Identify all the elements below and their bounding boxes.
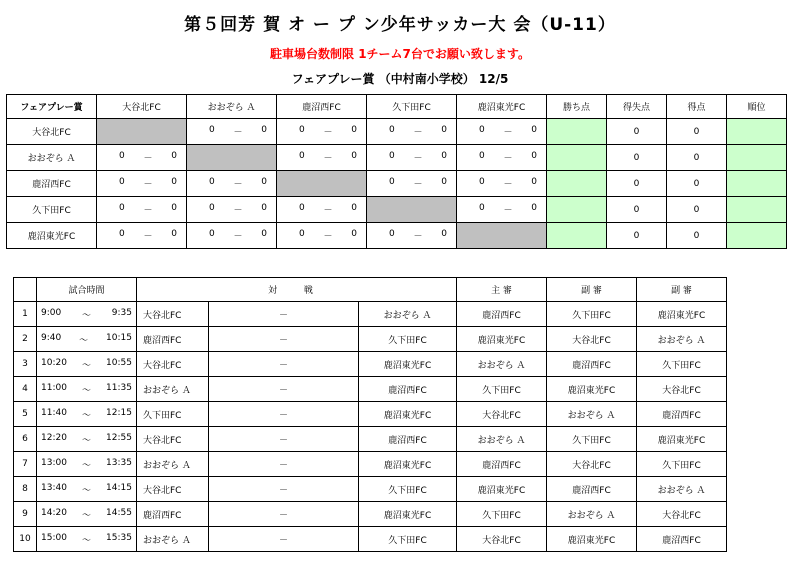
score-separator: －	[413, 128, 423, 138]
schedule-row	[14, 427, 727, 452]
score-pair	[187, 203, 276, 216]
score-away: 0	[261, 177, 267, 187]
match-time	[37, 327, 137, 352]
referee: おおぞら Ａ	[457, 427, 547, 452]
score-separator: －	[233, 206, 243, 216]
league-col-team: おおぞら Ａ	[187, 95, 277, 119]
match-time	[37, 427, 137, 452]
league-score-cell	[187, 119, 277, 145]
start-time: 13:00	[41, 457, 67, 468]
assistant-referee-2: 鹿沼西FC	[637, 402, 727, 427]
time-range	[37, 308, 136, 321]
assistant-referee-2: おおぞら Ａ	[637, 477, 727, 502]
end-time: 15:35	[106, 532, 132, 543]
time-range	[37, 358, 136, 371]
referee: 大谷北FC	[457, 527, 547, 552]
score-home: 0	[119, 229, 125, 239]
league-col-team: 大谷北FC	[97, 95, 187, 119]
match-number: 8	[14, 477, 37, 502]
schedule-col-referee: 主 審	[457, 278, 547, 302]
end-time: 13:35	[106, 457, 132, 468]
score-separator: －	[323, 128, 333, 138]
team-b: おおぞら Ａ	[359, 302, 457, 327]
assistant-referee-2: 大谷北FC	[637, 377, 727, 402]
schedule-header-row	[14, 278, 727, 302]
schedule-row	[14, 302, 727, 327]
league-row-team: 久下田FC	[7, 197, 97, 223]
page-title: 第５回芳 賀 オ ー プ ン少年サッカー大 会（U-11）	[184, 15, 616, 35]
match-number: 10	[14, 527, 37, 552]
assistant-referee-1: 久下田FC	[547, 427, 637, 452]
league-col-team: 鹿沼西FC	[277, 95, 367, 119]
league-row-team: おおぞら Ａ	[7, 145, 97, 171]
league-row	[7, 171, 787, 197]
score-home: 0	[299, 229, 305, 239]
league-row	[7, 119, 787, 145]
match-time	[37, 477, 137, 502]
score-pair	[187, 177, 276, 190]
score-pair	[457, 125, 546, 138]
match-time	[37, 352, 137, 377]
score-separator: －	[503, 206, 513, 216]
league-goals-cell: 0	[667, 119, 727, 145]
start-time: 13:40	[41, 482, 67, 493]
score-away: 0	[261, 203, 267, 213]
score-away: 0	[171, 151, 177, 161]
league-score-cell	[457, 119, 547, 145]
score-pair	[367, 229, 456, 242]
schedule-col-assistant2: 副 審	[637, 278, 727, 302]
time-range	[37, 533, 136, 546]
vs-dash: －	[209, 402, 359, 427]
score-pair	[457, 151, 546, 164]
team-a: 鹿沼西FC	[137, 327, 209, 352]
score-pair	[457, 177, 546, 190]
score-home: 0	[299, 151, 305, 161]
end-time: 10:55	[106, 357, 132, 368]
vs-dash: －	[209, 527, 359, 552]
team-a: 大谷北FC	[137, 477, 209, 502]
league-row	[7, 223, 787, 249]
schedule-table	[13, 277, 727, 552]
start-time: 14:20	[41, 507, 67, 518]
score-separator: －	[503, 154, 513, 164]
score-home: 0	[389, 177, 395, 187]
team-b: 久下田FC	[359, 527, 457, 552]
vs-dash: －	[209, 477, 359, 502]
league-score-cell	[457, 145, 547, 171]
score-separator: －	[233, 128, 243, 138]
match-number: 5	[14, 402, 37, 427]
league-score-cell	[187, 197, 277, 223]
league-score-cell	[97, 145, 187, 171]
time-separator: ～	[81, 510, 91, 521]
schedule-col-no	[14, 278, 37, 302]
league-corner-label: フェアプレー賞	[7, 95, 97, 119]
match-number: 6	[14, 427, 37, 452]
league-row-team: 鹿沼西FC	[7, 171, 97, 197]
match-number: 2	[14, 327, 37, 352]
time-separator: ～	[81, 460, 91, 471]
score-home: 0	[389, 229, 395, 239]
time-range	[37, 458, 136, 471]
schedule-row	[14, 402, 727, 427]
league-score-cell	[187, 171, 277, 197]
league-rank-cell	[727, 145, 787, 171]
league-col-points: 勝ち点	[547, 95, 607, 119]
league-goals-cell: 0	[667, 171, 727, 197]
league-score-cell	[97, 171, 187, 197]
score-home: 0	[209, 125, 215, 135]
league-score-cell	[367, 223, 457, 249]
assistant-referee-1: 鹿沼東光FC	[547, 527, 637, 552]
score-pair	[277, 125, 366, 138]
assistant-referee-2: 鹿沼東光FC	[637, 302, 727, 327]
end-time: 12:55	[106, 432, 132, 443]
vs-dash: －	[209, 352, 359, 377]
score-away: 0	[531, 125, 537, 135]
team-a: おおぞら Ａ	[137, 452, 209, 477]
league-points-cell	[547, 171, 607, 197]
league-score-cell	[367, 145, 457, 171]
start-time: 15:00	[41, 532, 67, 543]
referee: おおぞら Ａ	[457, 352, 547, 377]
assistant-referee-2: 鹿沼西FC	[637, 527, 727, 552]
score-separator: －	[143, 206, 153, 216]
league-score-cell	[277, 119, 367, 145]
start-time: 9:00	[41, 307, 62, 318]
league-rank-cell	[727, 119, 787, 145]
score-separator: －	[233, 232, 243, 242]
league-score-cell	[277, 145, 367, 171]
time-range	[37, 508, 136, 521]
league-rank-cell	[727, 171, 787, 197]
league-score-cell	[457, 197, 547, 223]
league-goals-cell: 0	[667, 223, 727, 249]
vs-dash: －	[209, 302, 359, 327]
league-goals-cell: 0	[667, 145, 727, 171]
team-a: 大谷北FC	[137, 352, 209, 377]
score-home: 0	[479, 125, 485, 135]
vs-dash: －	[209, 327, 359, 352]
score-home: 0	[479, 203, 485, 213]
vs-dash: －	[209, 502, 359, 527]
time-separator: ～	[81, 360, 91, 371]
time-range	[37, 483, 136, 496]
assistant-referee-1: おおぞら Ａ	[547, 402, 637, 427]
end-time: 12:15	[106, 407, 132, 418]
score-separator: －	[503, 180, 513, 190]
score-away: 0	[441, 125, 447, 135]
time-separator: ～	[81, 535, 91, 546]
score-pair	[367, 177, 456, 190]
team-a: おおぞら Ａ	[137, 377, 209, 402]
match-number: 3	[14, 352, 37, 377]
match-time	[37, 302, 137, 327]
score-separator: －	[503, 128, 513, 138]
score-away: 0	[351, 125, 357, 135]
vs-dash: －	[209, 377, 359, 402]
score-away: 0	[531, 177, 537, 187]
score-away: 0	[171, 203, 177, 213]
score-away: 0	[261, 125, 267, 135]
time-separator: ～	[81, 410, 91, 421]
assistant-referee-1: 鹿沼西FC	[547, 352, 637, 377]
score-home: 0	[209, 203, 215, 213]
league-col-diff: 得失点	[607, 95, 667, 119]
league-diff-cell: 0	[607, 145, 667, 171]
team-b: 鹿沼東光FC	[359, 402, 457, 427]
score-separator: －	[323, 206, 333, 216]
score-home: 0	[389, 151, 395, 161]
start-time: 11:00	[41, 382, 67, 393]
score-home: 0	[479, 151, 485, 161]
score-separator: －	[413, 232, 423, 242]
end-time: 11:35	[106, 382, 132, 393]
league-row-team: 大谷北FC	[7, 119, 97, 145]
match-time	[37, 527, 137, 552]
match-time	[37, 402, 137, 427]
start-time: 12:20	[41, 432, 67, 443]
assistant-referee-2: 久下田FC	[637, 352, 727, 377]
venue-subtitle: フェアプレー賞 （中村南小学校） 12/5	[291, 72, 509, 86]
assistant-referee-2: 大谷北FC	[637, 502, 727, 527]
score-away: 0	[531, 203, 537, 213]
league-goals-cell: 0	[667, 197, 727, 223]
assistant-referee-1: 鹿沼西FC	[547, 477, 637, 502]
assistant-referee-1: 鹿沼東光FC	[547, 377, 637, 402]
end-time: 14:55	[106, 507, 132, 518]
score-pair	[457, 203, 546, 216]
score-home: 0	[119, 203, 125, 213]
league-diff-cell: 0	[607, 223, 667, 249]
league-cell-self	[277, 171, 367, 197]
schedule-row	[14, 327, 727, 352]
league-col-goals: 得点	[667, 95, 727, 119]
league-score-cell	[97, 197, 187, 223]
score-home: 0	[119, 151, 125, 161]
team-b: 鹿沼西FC	[359, 377, 457, 402]
league-diff-cell: 0	[607, 171, 667, 197]
schedule-row	[14, 502, 727, 527]
score-separator: －	[413, 154, 423, 164]
score-away: 0	[351, 203, 357, 213]
end-time: 10:15	[106, 332, 132, 343]
league-score-cell	[187, 223, 277, 249]
assistant-referee-2: 鹿沼東光FC	[637, 427, 727, 452]
league-score-cell	[367, 171, 457, 197]
league-col-team: 久下田FC	[367, 95, 457, 119]
assistant-referee-1: 大谷北FC	[547, 452, 637, 477]
start-time: 11:40	[41, 407, 67, 418]
assistant-referee-1: 久下田FC	[547, 302, 637, 327]
team-b: 鹿沼東光FC	[359, 352, 457, 377]
team-a: おおぞら Ａ	[137, 527, 209, 552]
league-row	[7, 145, 787, 171]
team-a: 久下田FC	[137, 402, 209, 427]
score-away: 0	[441, 177, 447, 187]
time-separator: ～	[81, 485, 91, 496]
league-points-cell	[547, 119, 607, 145]
score-separator: －	[413, 180, 423, 190]
time-separator: ～	[81, 310, 91, 321]
schedule-row	[14, 377, 727, 402]
schedule-col-match: 対 戦	[137, 278, 457, 302]
league-cell-self	[97, 119, 187, 145]
score-pair	[187, 125, 276, 138]
team-b: 鹿沼東光FC	[359, 502, 457, 527]
league-header-row	[7, 95, 787, 119]
league-row	[7, 197, 787, 223]
score-home: 0	[299, 125, 305, 135]
assistant-referee-1: おおぞら Ａ	[547, 502, 637, 527]
league-cell-self	[187, 145, 277, 171]
score-pair	[277, 229, 366, 242]
match-number: 7	[14, 452, 37, 477]
score-separator: －	[143, 154, 153, 164]
score-away: 0	[531, 151, 537, 161]
score-home: 0	[299, 203, 305, 213]
league-table	[6, 94, 787, 249]
score-separator: －	[323, 154, 333, 164]
referee: 久下田FC	[457, 502, 547, 527]
team-b: 鹿沼西FC	[359, 427, 457, 452]
team-b: 鹿沼東光FC	[359, 452, 457, 477]
league-points-cell	[547, 223, 607, 249]
score-away: 0	[171, 177, 177, 187]
match-number: 4	[14, 377, 37, 402]
league-points-cell	[547, 197, 607, 223]
match-time	[37, 452, 137, 477]
league-rank-cell	[727, 197, 787, 223]
schedule-row	[14, 452, 727, 477]
score-home: 0	[209, 177, 215, 187]
assistant-referee-2: おおぞら Ａ	[637, 327, 727, 352]
score-separator: －	[143, 232, 153, 242]
score-pair	[97, 229, 186, 242]
score-separator: －	[323, 232, 333, 242]
score-pair	[277, 203, 366, 216]
referee: 鹿沼西FC	[457, 452, 547, 477]
match-number: 1	[14, 302, 37, 327]
score-home: 0	[389, 125, 395, 135]
time-separator: ～	[81, 385, 91, 396]
score-separator: －	[143, 180, 153, 190]
league-row-team: 鹿沼東光FC	[7, 223, 97, 249]
referee: 久下田FC	[457, 377, 547, 402]
score-away: 0	[351, 151, 357, 161]
schedule-row	[14, 477, 727, 502]
schedule-row	[14, 527, 727, 552]
assistant-referee-2: 久下田FC	[637, 452, 727, 477]
score-pair	[367, 125, 456, 138]
referee: 大谷北FC	[457, 402, 547, 427]
league-diff-cell: 0	[607, 197, 667, 223]
time-separator: ～	[79, 335, 89, 346]
score-pair	[187, 229, 276, 242]
score-separator: －	[233, 180, 243, 190]
score-away: 0	[441, 151, 447, 161]
league-cell-self	[457, 223, 547, 249]
league-diff-cell: 0	[607, 119, 667, 145]
league-score-cell	[457, 171, 547, 197]
start-time: 10:20	[41, 357, 67, 368]
score-away: 0	[351, 229, 357, 239]
team-a: 鹿沼西FC	[137, 502, 209, 527]
schedule-row	[14, 352, 727, 377]
start-time: 9:40	[41, 332, 62, 343]
score-pair	[277, 151, 366, 164]
league-col-team: 鹿沼東光FC	[457, 95, 547, 119]
time-range	[37, 408, 136, 421]
score-pair	[367, 151, 456, 164]
score-away: 0	[261, 229, 267, 239]
score-away: 0	[441, 229, 447, 239]
vs-dash: －	[209, 452, 359, 477]
team-a: 大谷北FC	[137, 427, 209, 452]
time-separator: ～	[81, 435, 91, 446]
match-number: 9	[14, 502, 37, 527]
time-range	[37, 433, 136, 446]
end-time: 9:35	[111, 307, 132, 318]
score-pair	[97, 203, 186, 216]
league-score-cell	[277, 197, 367, 223]
time-range	[37, 383, 136, 396]
score-pair	[97, 151, 186, 164]
score-home: 0	[209, 229, 215, 239]
vs-dash: －	[209, 427, 359, 452]
team-a: 大谷北FC	[137, 302, 209, 327]
referee: 鹿沼東光FC	[457, 327, 547, 352]
score-home: 0	[479, 177, 485, 187]
match-time	[37, 377, 137, 402]
league-score-cell	[367, 119, 457, 145]
assistant-referee-1: 大谷北FC	[547, 327, 637, 352]
league-col-rank: 順位	[727, 95, 787, 119]
league-rank-cell	[727, 223, 787, 249]
match-time	[37, 502, 137, 527]
schedule-col-time: 試合時間	[37, 278, 137, 302]
referee: 鹿沼西FC	[457, 302, 547, 327]
referee: 鹿沼東光FC	[457, 477, 547, 502]
score-home: 0	[119, 177, 125, 187]
end-time: 14:15	[106, 482, 132, 493]
score-away: 0	[171, 229, 177, 239]
team-b: 久下田FC	[359, 477, 457, 502]
score-pair	[97, 177, 186, 190]
time-range	[37, 333, 136, 346]
league-score-cell	[277, 223, 367, 249]
parking-notice: 駐車場台数制限 1チーム7台でお願い致します。	[270, 47, 530, 61]
team-b: 久下田FC	[359, 327, 457, 352]
league-score-cell	[97, 223, 187, 249]
league-points-cell	[547, 145, 607, 171]
league-cell-self	[367, 197, 457, 223]
schedule-col-assistant1: 副 審	[547, 278, 637, 302]
